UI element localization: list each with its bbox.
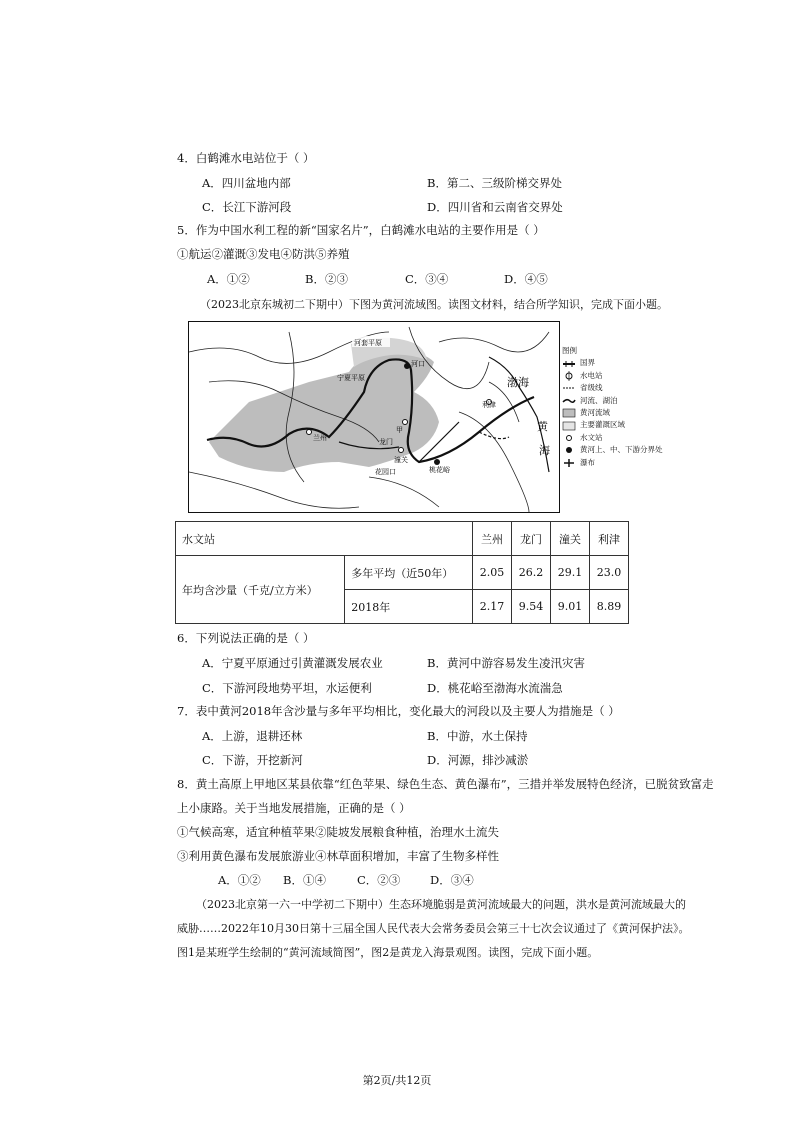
label-ningxia: 宁夏平原 xyxy=(337,374,365,382)
q6-option-d[interactable]: D．桃花峪至渤海水流湍急 xyxy=(427,681,563,695)
legend-item-border: 国界 xyxy=(580,358,595,368)
station-tongguan-marker xyxy=(399,448,404,453)
legend-item-station: 水文站 xyxy=(562,432,672,444)
station-lanzhou-marker xyxy=(307,430,312,435)
table-header-cell: 潼关 xyxy=(551,522,590,556)
legend-title: 图例 xyxy=(562,346,577,355)
waterfall-icon xyxy=(562,458,576,468)
table-cell: 8.89 xyxy=(590,590,629,624)
q5-option-c[interactable]: C．③④ xyxy=(405,272,449,286)
station-longmen-marker xyxy=(403,420,408,425)
q6-option-a[interactable]: A．宁夏平原通过引黄灌溉发展农业 xyxy=(202,656,383,670)
table-row xyxy=(176,556,629,590)
label-hekou: 河口 xyxy=(411,360,425,368)
table-row-sublabel: 多年平均（近50年） xyxy=(345,556,473,590)
q8-option-c[interactable]: C．②③ xyxy=(357,873,401,887)
q8-items-2: ③利用黄色瀑布发展旅游业④林草面积增加，丰富了生物多样性 xyxy=(177,849,499,863)
table-cell: 2.17 xyxy=(473,590,512,624)
q5-items: ①航运②灌溉③发电④防洪⑤养殖 xyxy=(177,247,350,261)
label-longmen: 龙门 xyxy=(379,438,393,446)
map-graphic xyxy=(189,322,559,512)
q6-option-c[interactable]: C．下游河段地势平坦，水运便利 xyxy=(202,681,372,695)
q8-option-d[interactable]: D．③④ xyxy=(430,873,474,887)
page-number: 第2页/共12页 xyxy=(362,1074,432,1087)
table-row-sublabel: 2018年 xyxy=(345,590,473,624)
label-lijin: 利津 xyxy=(482,401,496,409)
section-intro-161-line2: 威胁……2022年10月30日第十三届全国人民代表大会常务委员会第三十七次会议通过了《黄河保护法》。 xyxy=(177,922,690,935)
q6-option-b[interactable]: B．黄河中游容易发生凌汛灾害 xyxy=(427,656,585,670)
legend-item-irrigation: 主要灌溉区域 xyxy=(562,419,672,431)
label-bohai: 渤海 xyxy=(507,376,529,389)
q8-stem-line2: 上小康路。关于当地发展措施，正确的是（ ） xyxy=(177,801,411,815)
table-cell: 23.0 xyxy=(590,556,629,590)
section-intro-161-line1: （2023北京第一六一中学初二下期中）生态环境脆弱是黄河流域最大的问题，洪水是黄河流域最大的 xyxy=(196,898,686,911)
legend-item-hydropower: 水电站 xyxy=(562,370,672,382)
q5-stem: 5．作为中国水利工程的新“国家名片”，白鹤滩水电站的主要作用是（ ） xyxy=(177,223,545,237)
q4-option-b[interactable]: B．第二、三级阶梯交界处 xyxy=(427,176,562,190)
q6-stem: 6．下列说法正确的是（ ） xyxy=(177,631,315,645)
q5-option-a[interactable]: A．①② xyxy=(207,272,250,286)
q7-stem: 7．表中黄河2018年含沙量与多年平均相比，变化最大的河段以及主要人为措施是（ ） xyxy=(177,704,620,718)
q8-option-b[interactable]: B．①④ xyxy=(283,873,326,887)
legend-item-division: 黄河上、中、下游分界处 xyxy=(562,444,672,456)
q8-stem-line1: 8．黄土高原上甲地区某县依靠“红色苹果、绿色生态、黄色瀑布”，三措并举发展特色经济，已脱贫致富走 xyxy=(177,777,714,791)
q5-option-d[interactable]: D．④⑤ xyxy=(504,272,548,286)
legend-item-basin: 黄河流域 xyxy=(562,407,672,419)
table-cell: 29.1 xyxy=(551,556,590,590)
legend-item-province: 省级线 xyxy=(580,383,603,393)
q4-option-d[interactable]: D．四川省和云南省交界处 xyxy=(427,200,563,214)
sediment-table xyxy=(175,521,629,624)
label-jia: 甲 xyxy=(396,426,403,434)
table-cell: 9.01 xyxy=(551,590,590,624)
label-huayuankou: 花园口 xyxy=(375,468,396,476)
table-header-row xyxy=(176,522,629,556)
table-header-cell: 利津 xyxy=(590,522,629,556)
q7-option-c[interactable]: C．下游，开挖新河 xyxy=(202,753,303,767)
label-huanghai-2: 海 xyxy=(539,444,550,457)
legend-item-waterfall: 瀑布 xyxy=(562,457,672,469)
section-intro-161-line3: 图1是某班学生绘制的“黄河流域简图”，图2是黄龙入海景观图。读图，完成下面小题。 xyxy=(177,946,599,959)
label-lanzhou: 兰州 xyxy=(313,434,327,442)
q4-option-a[interactable]: A．四川盆地内部 xyxy=(202,176,291,190)
station-taohuayu-marker xyxy=(434,459,440,465)
map-legend xyxy=(562,345,672,469)
yellow-river-basin-map xyxy=(188,321,560,513)
table-header-station: 水文站 xyxy=(176,522,473,556)
label-tongguan: 潼关 xyxy=(394,456,408,464)
label-taohuayu: 桃花峪 xyxy=(429,466,450,474)
section-intro-dongcheng: （2023北京东城初二下期中）下图为黄河流域图。读图文材料，结合所学知识，完成下面小题。 xyxy=(200,298,668,311)
table-cell: 2.05 xyxy=(473,556,512,590)
q8-items-1: ①气候高寒，适宜种植苹果②陡坡发展粮食种植，治理水土流失 xyxy=(177,825,499,839)
q4-stem: 4．白鹤滩水电站位于（ ） xyxy=(177,151,315,165)
q7-option-b[interactable]: B．中游，水土保持 xyxy=(427,729,528,743)
q5-option-b[interactable]: B．②③ xyxy=(305,272,348,286)
q8-option-a[interactable]: A．①② xyxy=(218,873,261,887)
table-row-label: 年均含沙量（千克/立方米） xyxy=(176,556,345,624)
station-hekou-marker xyxy=(404,363,410,369)
table-header-cell: 龙门 xyxy=(512,522,551,556)
q7-option-a[interactable]: A．上游，退耕还林 xyxy=(202,729,303,743)
legend-item-river: 河流、湖泊 xyxy=(562,395,672,407)
label-hetao: 河套平原 xyxy=(354,339,382,347)
label-huanghai-1: 黄 xyxy=(537,420,548,433)
table-cell: 26.2 xyxy=(512,556,551,590)
q4-option-c[interactable]: C．长江下游河段 xyxy=(202,200,292,214)
table-cell: 9.54 xyxy=(512,590,551,624)
q7-option-d[interactable]: D．河源，排沙减淤 xyxy=(427,753,529,767)
hydropower-icon xyxy=(562,371,576,381)
table-header-cell: 兰州 xyxy=(473,522,512,556)
